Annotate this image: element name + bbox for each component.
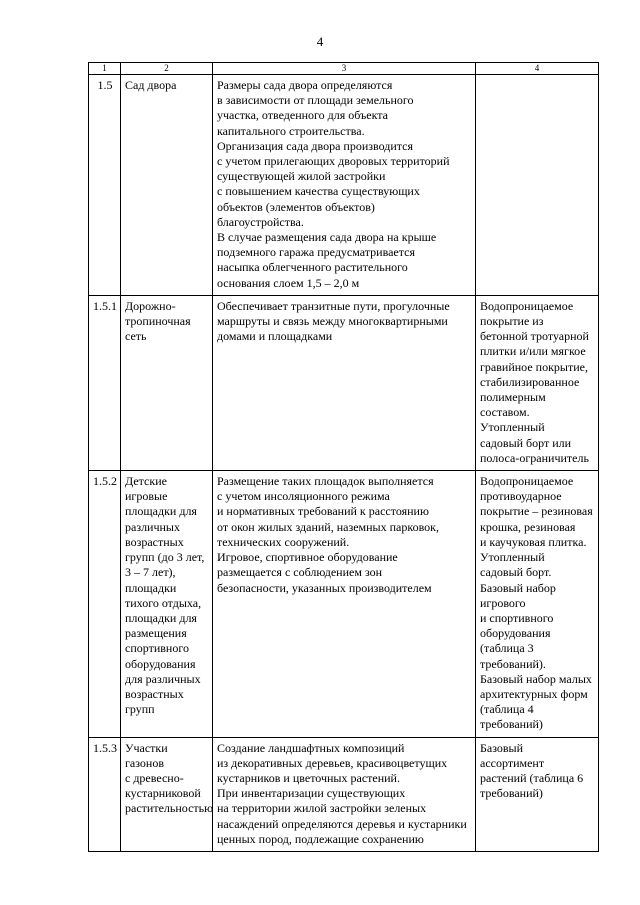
requirements-line: Базовый [480, 740, 524, 755]
description-cell [213, 471, 476, 737]
description-line: с учетом прилегающих дворовых территорий [217, 154, 450, 169]
header-col-2: 2 [121, 63, 213, 75]
description-line: существующей жилой застройки [217, 169, 386, 184]
row-number: 1.5.1 [89, 295, 121, 470]
element-name-cell [121, 471, 213, 737]
requirements-line: оборудования [480, 626, 551, 641]
description-cell [213, 295, 476, 470]
element-name-line: газонов [125, 755, 165, 770]
requirements-line: (таблица 3 [480, 641, 534, 656]
requirements-line: садовый борт или [480, 435, 572, 450]
requirements-cell [476, 75, 599, 296]
requirements-line: плитки и/или мягкое [480, 344, 586, 359]
element-name-line: Участки [125, 740, 168, 755]
description-line: с учетом инсоляционного режима [217, 489, 390, 504]
description-line: безопасности, указанных производителем [217, 580, 432, 595]
element-name-line: размещения [125, 626, 187, 641]
element-name-line: Дорожно- [125, 298, 176, 313]
requirements-line: гравийное покрытие, [480, 359, 588, 374]
requirements-line: требований). [480, 656, 546, 671]
description-line: При инвентаризации существующих [217, 786, 406, 801]
description-line: на территории жилой застройки зеленых [217, 801, 427, 816]
requirements-line: архитектурных форм [480, 686, 588, 701]
description-line: и нормативных требований к расстоянию [217, 504, 429, 519]
element-name-line: групп (до 3 лет, [125, 550, 205, 565]
element-name-line: различных [125, 519, 180, 534]
description-line: размещается с соблюдением зон [217, 565, 383, 580]
requirements-cell [476, 737, 599, 851]
description-line: в зависимости от площади земельного [217, 93, 414, 108]
requirements-line: игрового [480, 595, 526, 610]
table-header-row [89, 63, 599, 75]
requirements-line: и каучуковая плитка. [480, 534, 587, 549]
requirements-cell [476, 471, 599, 737]
requirements-line: покрытие – резиновая [480, 504, 593, 519]
description-line: маршруты и связь между многоквартирными [217, 314, 448, 329]
requirements-line: и спортивного [480, 610, 554, 625]
description-line: Создание ландшафтных композиций [217, 740, 405, 755]
description-line: из декоративных деревьев, красивоцветущих [217, 755, 448, 770]
header-col-3: 3 [213, 63, 476, 75]
description-line: Размеры сада двора определяются [217, 78, 393, 92]
requirements-line: садовый борт. [480, 565, 552, 580]
requirements-line: Базовый набор [480, 580, 556, 595]
description-line: Организация сада двора производится [217, 138, 414, 153]
element-name-line: площадки [125, 580, 177, 595]
element-name-line: 3 – 7 лет), [125, 565, 176, 580]
requirements-line: Утопленный [480, 420, 545, 435]
element-name-line: с древесно- [125, 770, 184, 785]
requirements-line: полоса-ограничитель [480, 450, 589, 465]
description-line: насаждений определяются деревья и кустарники [217, 816, 467, 831]
element-name-line: тропиночная [125, 314, 191, 329]
element-name-line: тихого отдыха, [125, 595, 202, 610]
description-line: ценных пород, подлежащие сохранению [217, 831, 424, 846]
description-line: В случае размещения сада двора на крыше [217, 230, 437, 245]
requirements-cell [476, 295, 599, 470]
requirements-line: требований) [480, 717, 543, 732]
table-row [89, 471, 599, 737]
requirements-line: полимерным [480, 390, 546, 405]
row-number: 1.5.2 [89, 471, 121, 737]
description-line: от окон жилых зданий, наземных парковок, [217, 519, 439, 534]
element-name-line: для различных [125, 671, 201, 686]
description-line: Игровое, спортивное оборудование [217, 550, 398, 565]
description-line: участка, отведенного для объекта [217, 108, 388, 123]
description-line: благоустройства. [217, 214, 304, 229]
description-line: подземного гаража предусматривается [217, 245, 415, 260]
requirements-line: Базовый набор малых [480, 671, 592, 686]
element-name-line: кустарниковой [125, 786, 201, 801]
requirements-line: требований) [480, 786, 543, 801]
requirements-line: Водопроницаемое [480, 474, 574, 489]
element-name-line: спортивного [125, 641, 189, 656]
row-number: 1.5.3 [89, 737, 121, 851]
description-line: кустарников и цветочных растений. [217, 770, 400, 785]
table-row [89, 737, 599, 851]
element-name-line: растительностью [125, 801, 214, 816]
requirements-table [88, 62, 599, 852]
table-body [89, 75, 599, 852]
description-line: домами и площадками [217, 329, 333, 344]
header-col-1: 1 [89, 63, 121, 75]
requirements-line: противоударное [480, 489, 562, 504]
description-line: технических сооружений. [217, 534, 350, 549]
requirements-line: составом. [480, 405, 530, 420]
element-name-line: площадки для [125, 610, 197, 625]
element-name-line: Детские [125, 474, 167, 489]
requirements-line: Утопленный [480, 550, 545, 565]
table-row [89, 295, 599, 470]
description-line: с повышением качества существующих [217, 184, 420, 199]
requirements-line: Водопроницаемое [480, 298, 574, 313]
description-cell [213, 75, 476, 296]
element-name-line: возрастных [125, 686, 184, 701]
element-name-line: Сад двора [125, 78, 177, 92]
description-line: Обеспечивает транзитные пути, прогулочные [217, 298, 450, 313]
element-name-line: сеть [125, 329, 147, 344]
description-cell [213, 737, 476, 851]
element-name-line: групп [125, 702, 155, 717]
requirements-line: (таблица 4 [480, 702, 534, 717]
description-line: объектов (элементов объектов) [217, 199, 375, 214]
requirements-line: ассортимент [480, 755, 545, 770]
element-name-line: возрастных [125, 534, 184, 549]
description-line: насыпка облегченного растительного [217, 260, 408, 275]
header-col-4: 4 [476, 63, 599, 75]
requirements-line: крошка, резиновая [480, 519, 576, 534]
element-name-line: оборудования [125, 656, 196, 671]
table-row [89, 75, 599, 296]
requirements-line: растений (таблица 6 [480, 770, 584, 785]
description-line: основания слоем 1,5 – 2,0 м [217, 275, 360, 290]
row-number: 1.5 [89, 75, 121, 296]
requirements-line: покрытие из [480, 314, 544, 329]
description-line: Размещение таких площадок выполняется [217, 474, 434, 489]
element-name-line: площадки для [125, 504, 197, 519]
requirements-line: бетонной тротуарной [480, 329, 589, 344]
page-number: 4 [316, 34, 324, 49]
element-name-cell [121, 737, 213, 851]
element-name-cell [121, 295, 213, 470]
element-name-line: игровые [125, 489, 168, 504]
description-line: капитального строительства. [217, 123, 365, 138]
requirements-line: стабилизированное [480, 374, 580, 389]
element-name-cell [121, 75, 213, 296]
